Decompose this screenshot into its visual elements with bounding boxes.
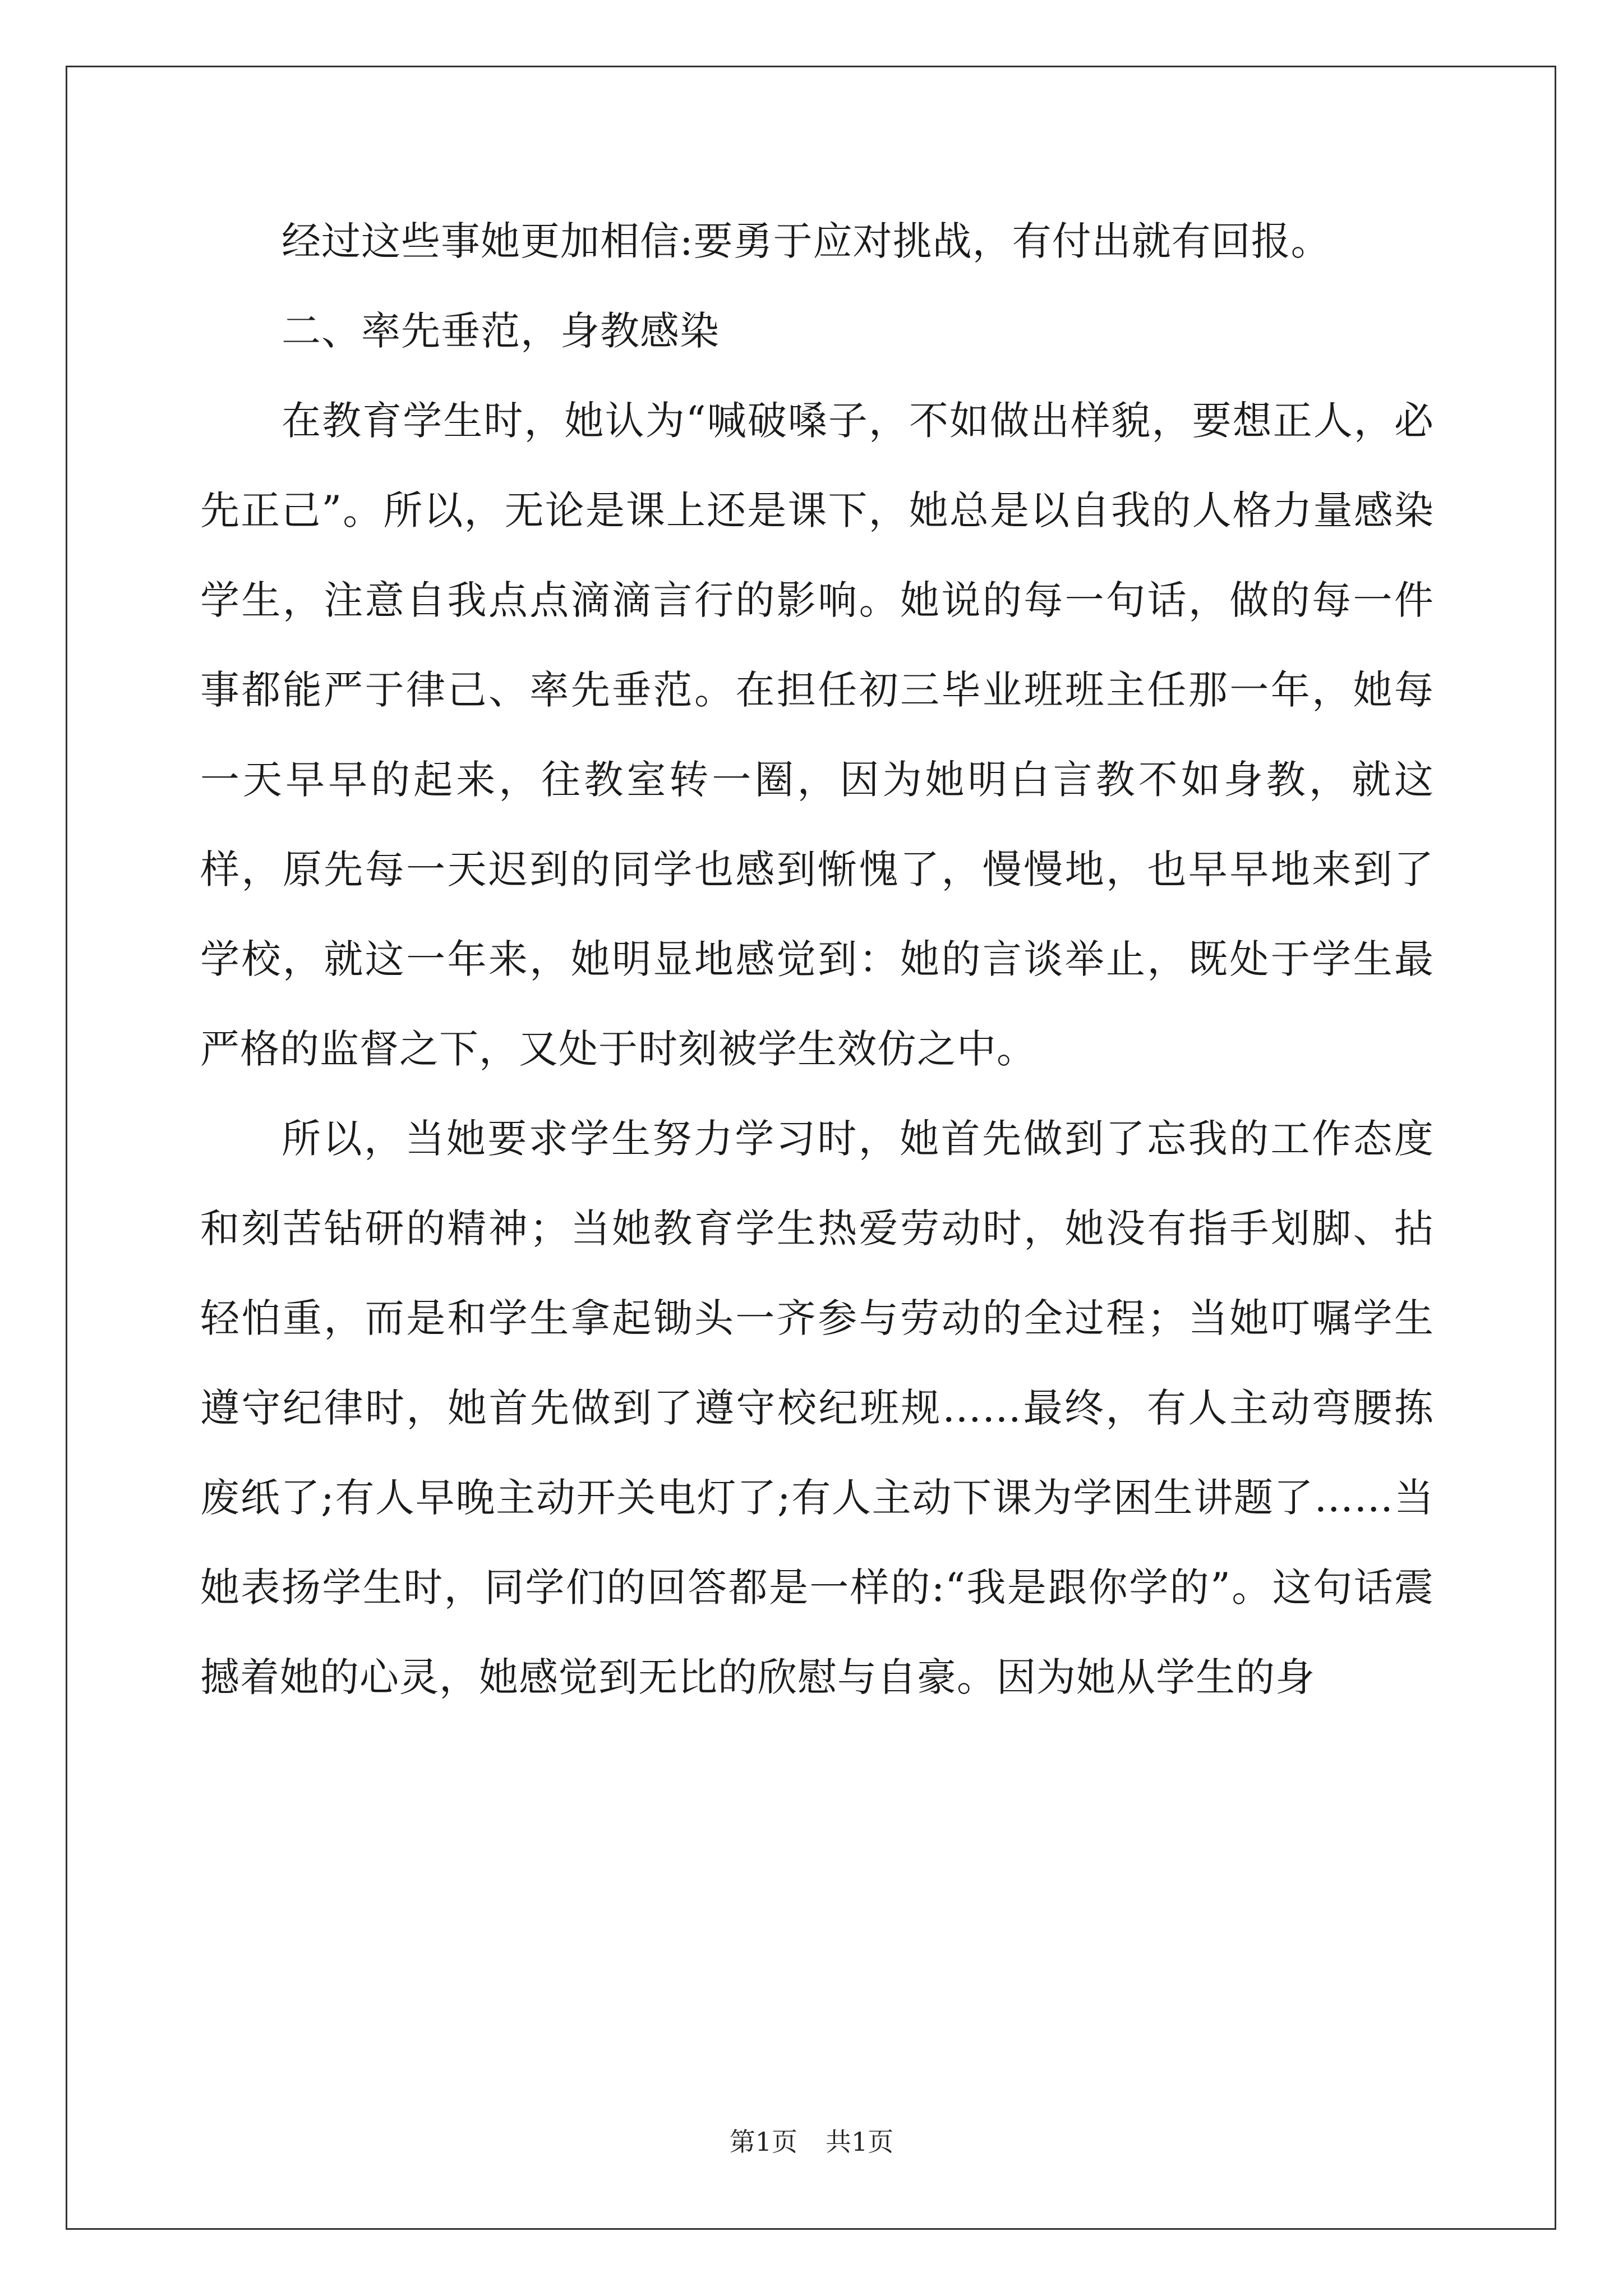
page-number: 第1页 [729,2127,797,2157]
section-heading: 二、率先垂范，身教感染 [282,308,720,354]
paragraph-2: 在教育学生时，她认为“喊破嗓子，不如做出样貌，要想正人，必先正己”。所以，无论是课上还是课下，她总是以自我的人格力量感染学生，注意自我点点滴滴言行的影响。她说的每一句话，做的每一件事都能严于律己、率先垂范。在担任初三毕业班班主任那一年，她每一天早早的起来，往教室转一圈，因为她明白言教不如身教，就这样，原先每一天迟到的同学也感到惭愧了，慢慢地，也早早地来到了学校，就这一年来，她明显地感觉到：她的言谈举止，既处于学生最严格的监督之下，又处于时刻被学生效仿之中。 [200,398,1434,1072]
page-footer [0,2122,1623,2159]
paragraph-1: 经过这些事她更加相信:要勇于应对挑战，有付出就有回报。 [282,218,1331,264]
page-total: 共1页 [826,2127,894,2157]
document-body [200,196,1434,1722]
paragraph-3: 所以，当她要求学生努力学习时，她首先做到了忘我的工作态度和刻苦钻研的精神；当她教育学生热爱劳动时，她没有指手划脚、拈轻怕重，而是和学生拿起锄头一齐参与劳动的全过程；当她叮嘱学生遵守纪律时，她首先做到了遵守校纪班规……最终，有人主动弯腰拣废纸了;有人早晚主动开关电灯了;有人主动下课为学困生讲题了……当她表扬学生时，同学们的回答都是一样的:“我是跟你学的”。这句话震撼着她的心灵，她感觉到无比的欣慰与自豪。因为她从学生的身 [200,1116,1434,1700]
